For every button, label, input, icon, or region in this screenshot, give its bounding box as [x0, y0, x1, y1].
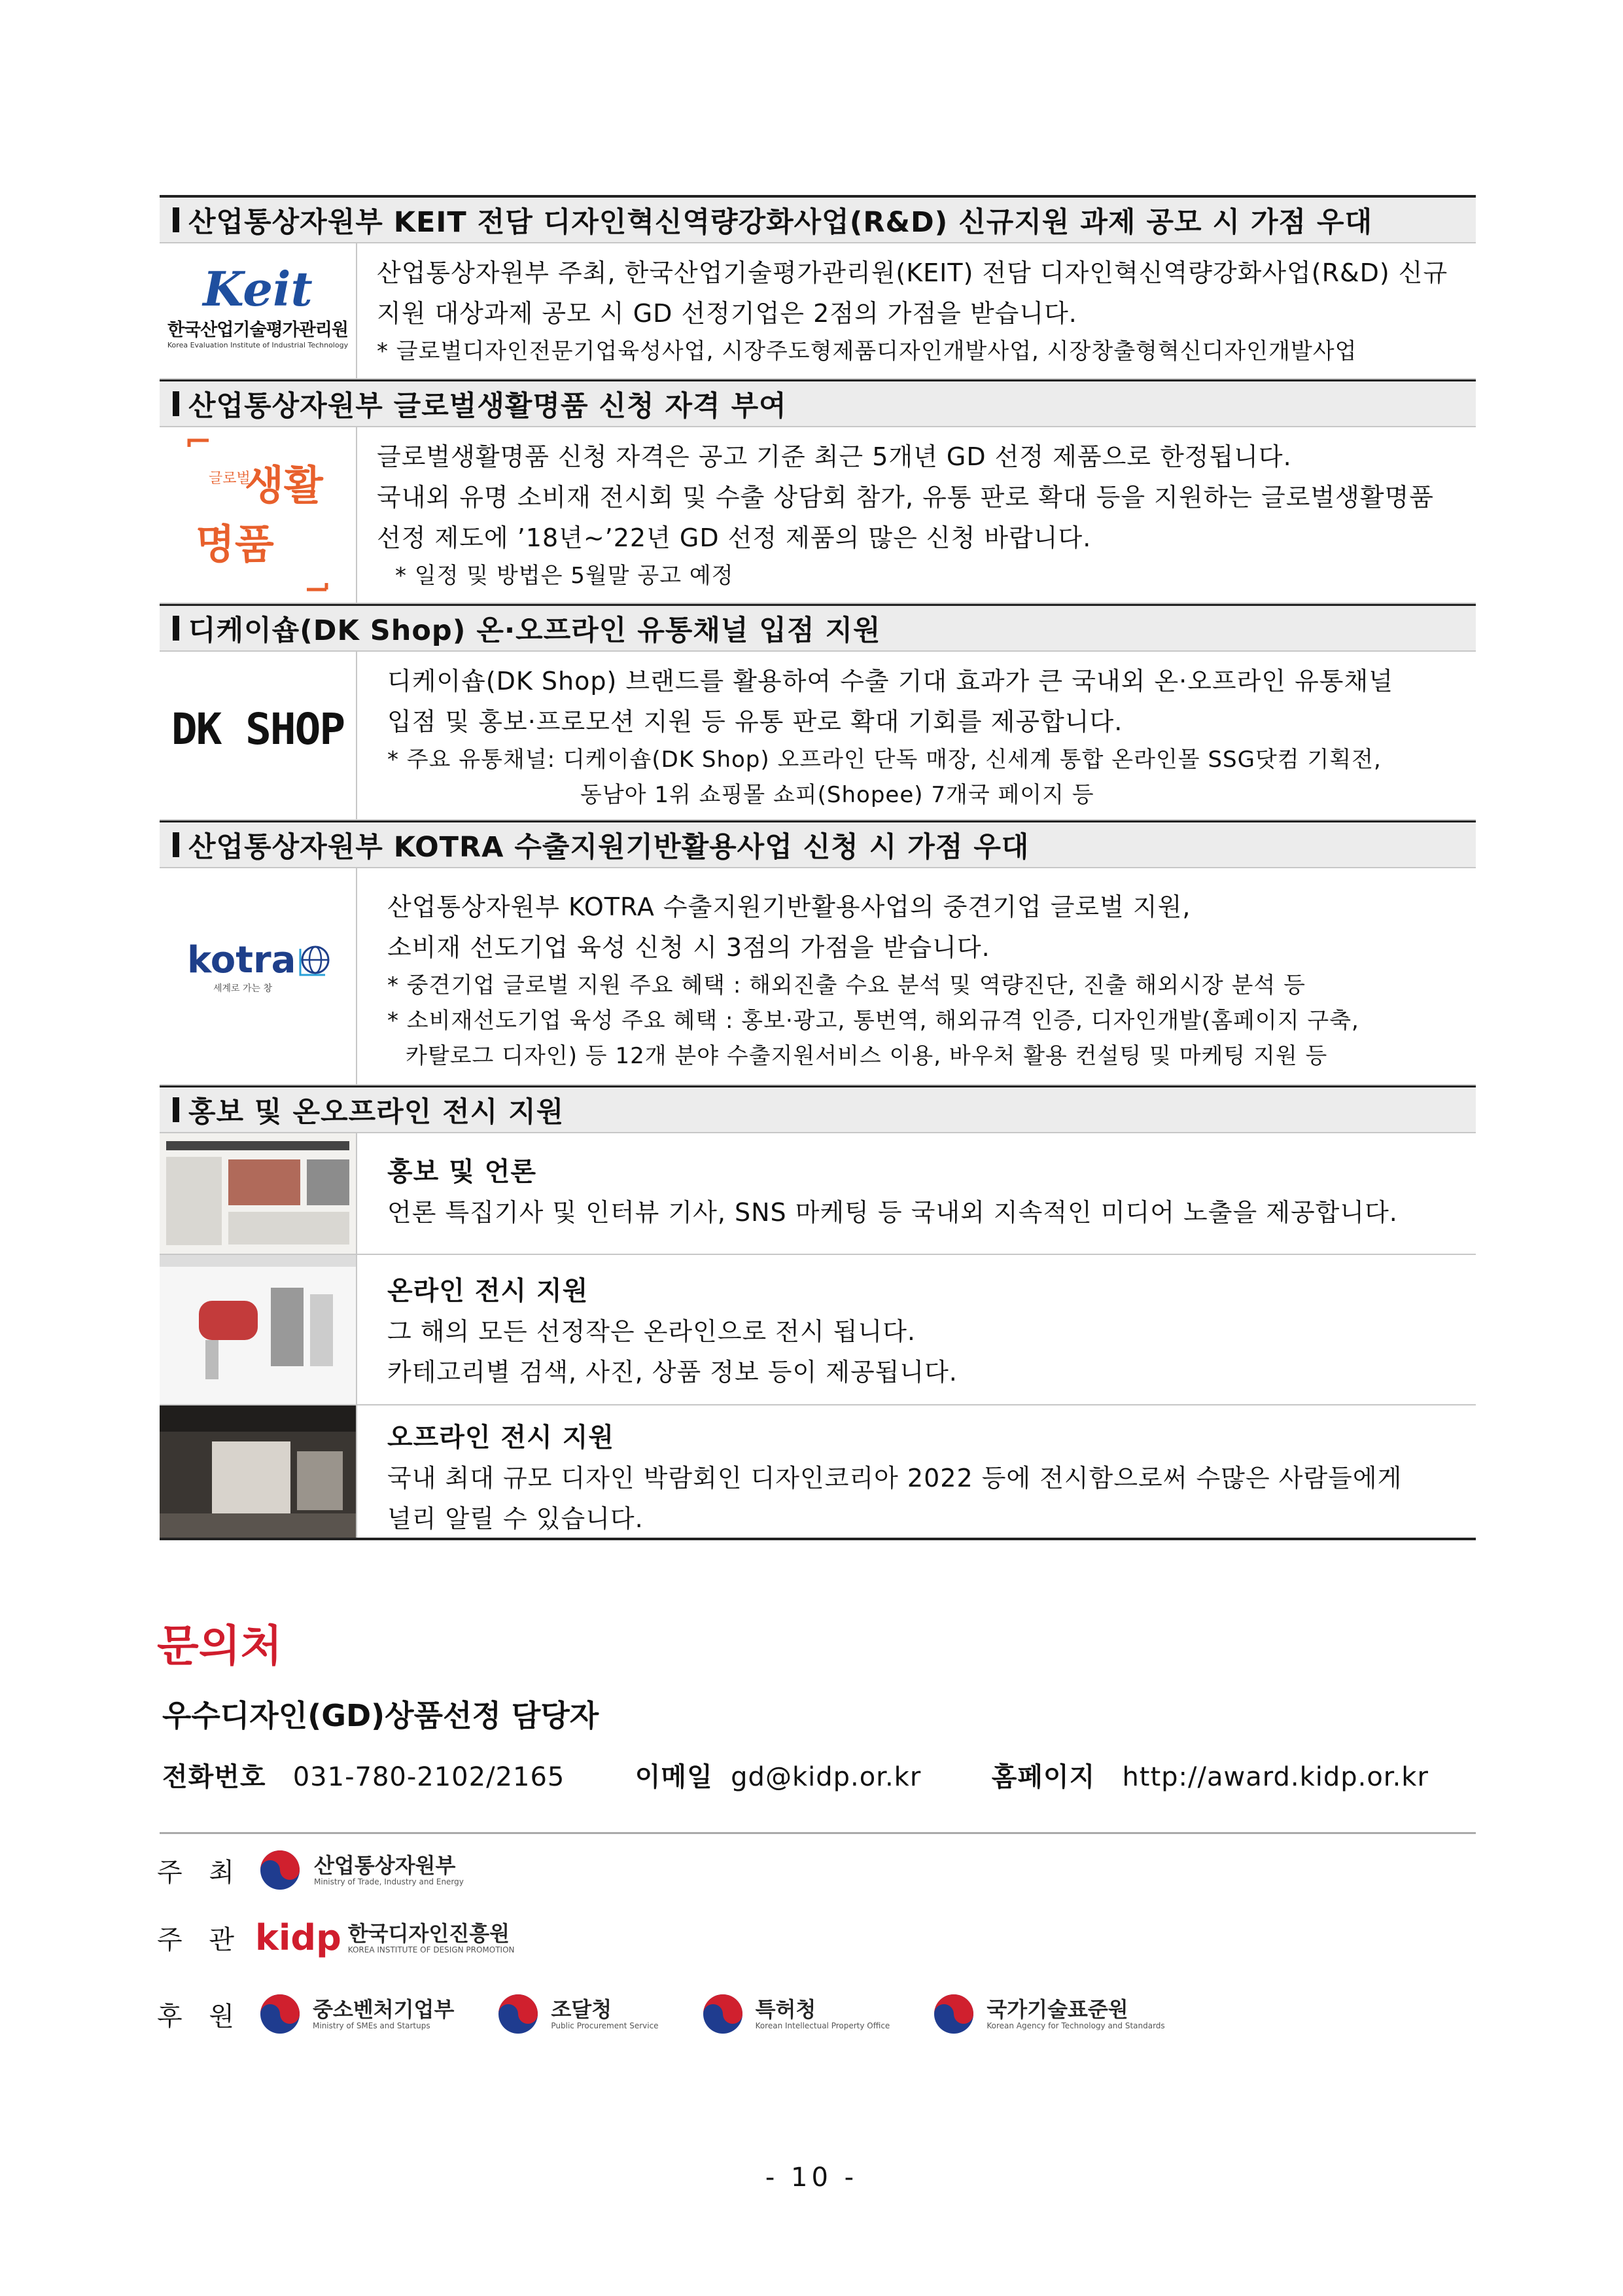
keit-logo-korean: 한국산업기술평가관리원 [167, 320, 348, 340]
organizer-english: KOREA INSTITUTE OF DESIGN PROMOTION [347, 1945, 515, 1954]
contact-person: 우수디자인(GD)상품선정 담당자 [162, 1698, 599, 1733]
taegeuk-icon [493, 1989, 543, 2039]
body-line: 널리 알릴 수 있습니다. [387, 1504, 644, 1533]
section-body [357, 1133, 1476, 1254]
section-body [357, 427, 1476, 603]
sponsor-row [157, 1989, 1204, 2039]
host-english: Ministry of Trade, Industry and Energy [314, 1877, 464, 1886]
sponsor-name: 특허청 [755, 1997, 816, 2022]
logo-big-text-1: 생활 [245, 461, 323, 509]
row-subtitle: 오프라인 전시 지원 [387, 1422, 614, 1453]
keit-logo [160, 243, 357, 378]
sponsor-name: 국가기술표준원 [986, 1997, 1128, 2022]
kidp-logo-word: kidp [255, 1917, 341, 1958]
body-line: 국내외 유명 소비재 전시회 및 수출 상담회 참가, 유통 판로 확대 등을 지원하는 글로벌생활명품 [377, 483, 1435, 512]
title-bar-marker [173, 616, 179, 641]
phone-label: 전화번호 [162, 1762, 266, 1792]
body-line: 산업통상자원부 KOTRA 수출지원기반활용사업의 중견기업 글로벌 지원, [387, 892, 1191, 921]
body-line: 국내 최대 규모 디자인 박람회인 디자인코리아 2022 등에 전시함으로써 수많은 사람들에게 [387, 1464, 1403, 1492]
footnote: * 주요 유통채널: 디케이숍(DK Shop) 오프라인 단독 매장, 신세계 통합 온라인몰 SSG닷컴 기획전, [387, 747, 1382, 773]
body-line: 그 해의 모든 선정작은 온라인으로 전시 됩니다. [387, 1317, 916, 1346]
row-subtitle: 온라인 전시 지원 [387, 1276, 589, 1306]
global-living-goods-logo-svg [160, 427, 356, 603]
title-bar-marker [173, 391, 179, 416]
title-bar-marker [173, 207, 179, 232]
taegeuk-icon [929, 1989, 979, 2039]
sponsor-label: 후 원 [157, 2001, 243, 2032]
footnote: 동남아 1위 쇼핑몰 쇼피(Shopee) 7개국 페이지 등 [580, 782, 1094, 808]
homepage-link[interactable]: http://award.kidp.or.kr [1122, 1762, 1429, 1792]
row-subtitle: 홍보 및 언론 [387, 1157, 537, 1187]
globe-icon [299, 944, 332, 976]
body-line: 디케이숍(DK Shop) 브랜드를 활용하여 수출 기대 효과가 큰 국내외 온·오프라인 유통채널 [387, 667, 1393, 696]
body-line: 글로벌생활명품 신청 자격은 공고 기준 최근 5개년 GD 선정 제품으로 한정됩니다. [377, 442, 1292, 471]
section-body [357, 243, 1476, 378]
section-title: 산업통상자원부 KEIT 전담 디자인혁신역량강화사업(R&D) 신규지원 과제 공모 시 가점 우대 [188, 205, 1373, 239]
footnote: * 일정 및 방법은 5월말 공고 예정 [395, 563, 734, 589]
section-global-living-goods [160, 380, 1476, 604]
kotra-logo-word: kotra [187, 939, 296, 981]
dk-shop-logo [160, 652, 357, 819]
taegeuk-icon [255, 1989, 305, 2039]
section-keit [160, 195, 1476, 380]
contact-details [162, 1756, 1429, 1793]
footnote: * 중견기업 글로벌 지원 주요 혜택 : 해외진출 수요 분석 및 역량진단, 진출 해외시장 분석 등 [387, 972, 1306, 998]
section-title: 산업통상자원부 글로벌생활명품 신청 자격 부여 [188, 389, 787, 423]
title-bar-marker [173, 1097, 179, 1122]
divider [160, 1832, 1476, 1834]
section-body [357, 652, 1476, 819]
section-promotion [160, 1086, 1476, 1540]
newspaper-thumbnail [160, 1133, 357, 1254]
sponsor-name: 중소벤처기업부 [313, 1997, 455, 2022]
section-title: 디케이숍(DK Shop) 온·오프라인 유통채널 입점 지원 [188, 614, 881, 647]
sponsor-english: Ministry of SMEs and Startups [313, 2021, 430, 2030]
homepage-label: 홈페이지 [991, 1762, 1096, 1792]
section-body [357, 868, 1476, 1084]
online-exhibition-thumbnail [160, 1255, 357, 1404]
keit-logo-english: Korea Evaluation Institute of Industrial Technology [167, 341, 349, 349]
section-kotra [160, 821, 1476, 1086]
section-body [357, 1255, 1476, 1404]
benefits-table [160, 195, 1476, 1540]
host-name: 산업통상자원부 [314, 1853, 456, 1878]
taegeuk-icon [255, 1845, 305, 1895]
footnote: * 소비재선도기업 육성 주요 혜택 : 홍보·광고, 통번역, 해외규격 인증, 디자인개발(홈페이지 구축, [387, 1008, 1359, 1034]
organizer-label: 주 관 [157, 1925, 243, 1955]
body-line: 지원 대상과제 공모 시 GD 선정기업은 2점의 가점을 받습니다. [377, 299, 1077, 328]
organizer-org [255, 1917, 515, 1958]
sponsor-english: Public Procurement Service [551, 2021, 659, 2030]
body-line: 입점 및 홍보·프로모션 지원 등 유통 판로 확대 기회를 제공합니다. [387, 707, 1123, 736]
dk-shop-logo-word: DK SHOP [171, 704, 345, 754]
phone-number[interactable]: 031-780-2102/2165 [292, 1762, 565, 1792]
body-line: 언론 특집기사 및 인터뷰 기사, SNS 마케팅 등 국내외 지속적인 미디어 노출을 제공합니다. [387, 1198, 1398, 1227]
sponsor-org [255, 1989, 454, 2039]
host-label: 주 최 [157, 1857, 243, 1888]
sponsor-english: Korean Agency for Technology and Standards [986, 2021, 1165, 2030]
kotra-logo-slogan: 세계로 가는 창 [213, 983, 273, 994]
sponsor-org [493, 1989, 658, 2039]
footnote: 카탈로그 디자인) 등 12개 분야 수출지원서비스 이용, 바우처 활용 컨설팅 및 마케팅 지원 등 [406, 1043, 1328, 1069]
sponsor-org [698, 1989, 890, 2039]
section-body [357, 1405, 1476, 1538]
host-org [255, 1845, 464, 1895]
body-line: 산업통상자원부 주최, 한국산업기술평가관리원(KEIT) 전담 디자인혁신역량강화사업(R&D) 신규 [377, 258, 1448, 287]
footnote: * 글로벌디자인전문기업육성사업, 시장주도형제품디자인개발사업, 시장창출형혁신디자인개발사업 [377, 338, 1357, 364]
logo-small-text: 글로벌 [209, 470, 251, 487]
organizer-row [157, 1917, 554, 1958]
section-title: 홍보 및 온오프라인 전시 지원 [188, 1095, 565, 1129]
keit-logo-word: Keit [203, 261, 313, 317]
organizer-name: 한국디자인진흥원 [347, 1920, 510, 1946]
body-line: 선정 제도에 ’18년~’22년 GD 선정 제품의 많은 신청 바랍니다. [377, 523, 1092, 552]
body-line: 소비재 선도기업 육성 신청 시 3점의 가점을 받습니다. [387, 933, 990, 962]
sponsor-name: 조달청 [551, 1997, 612, 2022]
sponsor-org [929, 1989, 1164, 2039]
taegeuk-icon [698, 1989, 748, 2039]
host-row [157, 1845, 503, 1895]
page-number: - 10 - [765, 2163, 858, 2193]
global-living-goods-logo [160, 427, 357, 603]
section-dk-shop [160, 604, 1476, 821]
section-title: 산업통상자원부 KOTRA 수출지원기반활용사업 신청 시 가점 우대 [188, 830, 1030, 864]
body-line: 카테고리별 검색, 사진, 상품 정보 등이 제공됩니다. [387, 1358, 958, 1386]
logo-big-text-2: 명품 [196, 520, 274, 568]
email-label: 이메일 [635, 1762, 713, 1792]
kotra-logo [160, 868, 357, 1084]
title-bar-marker [173, 832, 179, 857]
sponsor-english: Korean Intellectual Property Office [755, 2021, 890, 2030]
contact-heading: 문의처 [157, 1621, 283, 1671]
offline-exhibition-thumbnail [160, 1405, 357, 1538]
email-link[interactable]: gd@kidp.or.kr [731, 1762, 922, 1792]
